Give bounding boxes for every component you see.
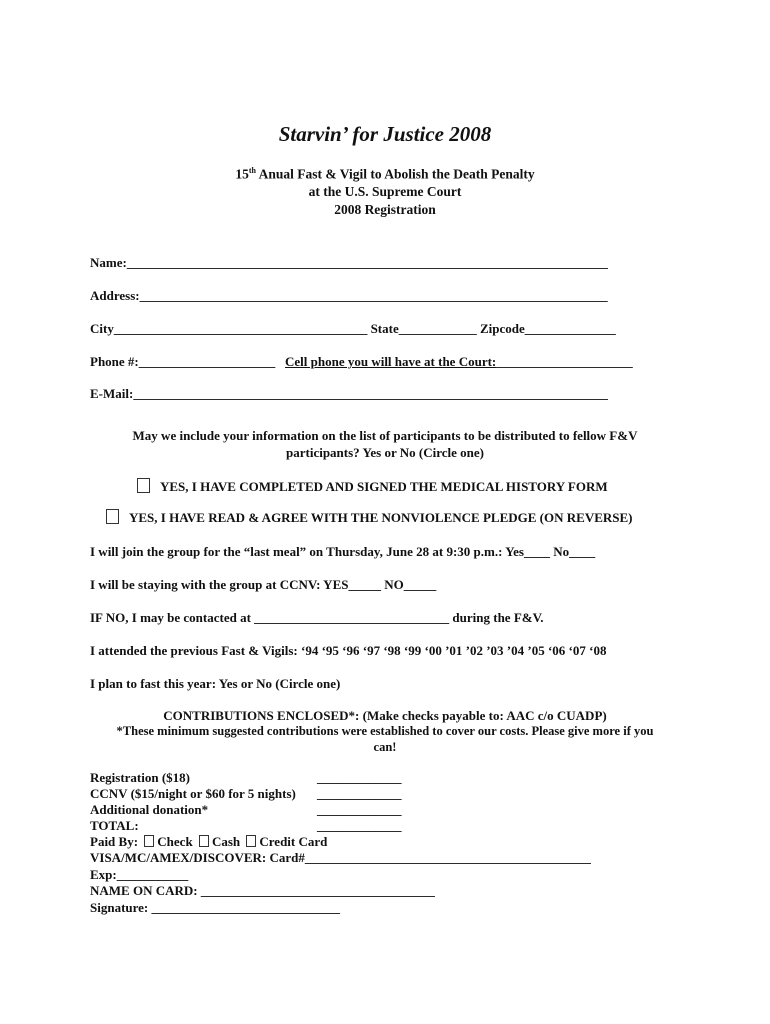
- total-label: TOTAL:: [90, 818, 139, 833]
- phone-field[interactable]: Phone #:_____________________: [90, 354, 276, 369]
- staying-question[interactable]: I will be staying with the group at CCNV: YES_____ NO_____: [90, 577, 437, 592]
- check-option-label: Check: [157, 834, 193, 849]
- phone-row: [90, 354, 633, 370]
- ccnv-fee-label: CCNV ($15/night or $60 for 5 nights): [90, 786, 296, 801]
- subtitle-line-3: 2008 Registration: [334, 202, 436, 217]
- include-question-line-2: participants? Yes or No (Circle one): [286, 445, 484, 460]
- contributions-note-line-2: can!: [373, 740, 397, 754]
- credit-card-option-label: Credit Card: [259, 834, 328, 849]
- attended-question[interactable]: I attended the previous Fast & Vigils: ‘94 ‘95 ‘96 ‘97 ‘98 ‘99 ‘00 ’01 ’02 ’03 ’04 ’05 ‘06 ‘07 ‘08: [90, 643, 607, 658]
- name-field[interactable]: Name:__________________________________________________________________________: [90, 255, 608, 270]
- include-question-line-1: May we include your information on the list of participants to be distributed to fellow F&V: [132, 428, 638, 443]
- nonviolence-checkbox-label: YES, I HAVE READ & AGREE WITH THE NONVIOLENCE PLEDGE (ON REVERSE): [129, 510, 633, 525]
- medical-checkbox[interactable]: [137, 478, 150, 493]
- additional-donation-label: Additional donation*: [90, 802, 209, 817]
- cash-option-label: Cash: [211, 834, 241, 849]
- paid-by-label: Paid By:: [90, 834, 139, 849]
- subtitle-line-1-text: Anual Fast & Vigil to Abolish the Death Penalty: [255, 166, 535, 182]
- nonviolence-checkbox[interactable]: [106, 509, 119, 524]
- cash-checkbox[interactable]: [199, 835, 209, 847]
- email-field[interactable]: E-Mail:_________________________________________________________________________: [90, 386, 608, 401]
- subtitle-line-1: [0, 166, 770, 183]
- nonviolence-checkbox-row: [106, 509, 633, 526]
- paid-by-row: [90, 834, 327, 850]
- subtitle-line-2: at the U.S. Supreme Court: [308, 184, 462, 199]
- contributions-note-line-1: *These minimum suggested contributions were established to cover our costs. Please give more if you: [116, 724, 654, 738]
- cell-phone-field[interactable]: _____________________: [496, 354, 633, 369]
- ordinal-number: 15: [235, 166, 249, 182]
- last-meal-question[interactable]: I will join the group for the “last meal” on Thursday, June 28 at 9:30 p.m.: Yes____ No____: [90, 544, 596, 559]
- cell-phone-label: Cell phone you will have at the Court:: [285, 354, 497, 369]
- address-field[interactable]: Address:________________________________________________________________________: [90, 288, 608, 303]
- registration-fee-blank[interactable]: _____________: [317, 770, 402, 785]
- card-number-field[interactable]: VISA/MC/AMEX/DISCOVER: Card#____________________________________________: [90, 850, 591, 865]
- credit-card-checkbox[interactable]: [246, 835, 256, 847]
- check-checkbox[interactable]: [144, 835, 154, 847]
- medical-form-checkbox-row: [137, 478, 608, 495]
- ordinal-suffix: th: [248, 166, 256, 175]
- ccnv-fee-blank[interactable]: _____________: [317, 786, 402, 801]
- plan-fast-question[interactable]: I plan to fast this year: Yes or No (Circle one): [90, 676, 341, 691]
- contact-question[interactable]: IF NO, I may be contacted at ______________________________ during the F&V.: [90, 610, 544, 625]
- form-title: Starvin’ for Justice 2008: [278, 122, 492, 146]
- additional-donation-blank[interactable]: _____________: [317, 802, 402, 817]
- expiration-field[interactable]: Exp:___________: [90, 867, 189, 882]
- medical-checkbox-label: YES, I HAVE COMPLETED AND SIGNED THE MEDICAL HISTORY FORM: [160, 479, 608, 494]
- total-blank[interactable]: _____________: [317, 818, 402, 833]
- signature-field[interactable]: Signature: _____________________________: [90, 900, 341, 915]
- name-on-card-field[interactable]: NAME ON CARD: ____________________________________: [90, 883, 435, 898]
- city-state-zip-field[interactable]: City_______________________________________ State____________ Zipcode______________: [90, 321, 616, 336]
- contributions-header: CONTRIBUTIONS ENCLOSED*: (Make checks payable to: AAC c/o CUADP): [163, 708, 607, 723]
- registration-fee-label: Registration ($18): [90, 770, 191, 785]
